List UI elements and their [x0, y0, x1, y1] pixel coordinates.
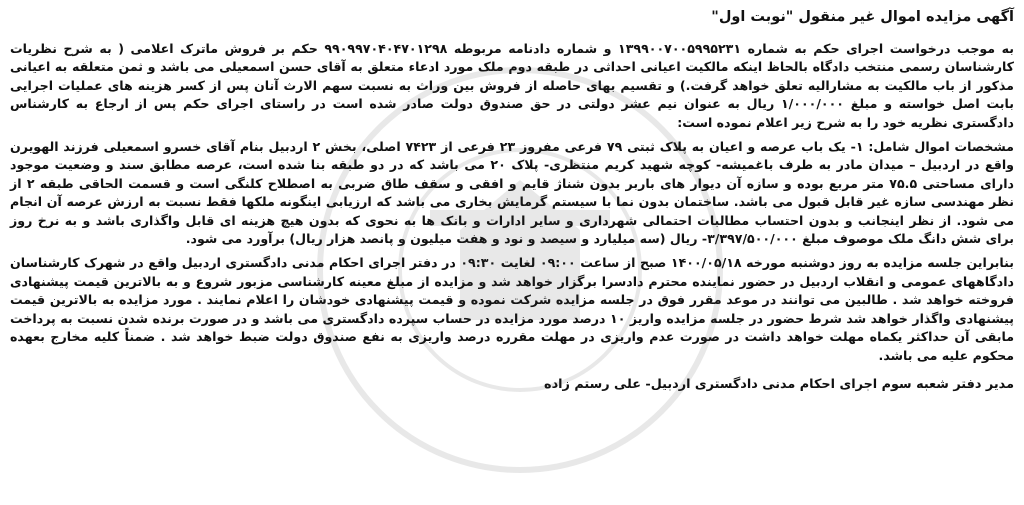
notice-paragraph-intro: به موجب درخواست اجرای حکم به شماره ۱۳۹۹۰۰۷۰۰۵۹۹۵۲۳۱ و شماره دادنامه مربوطه ۹۹۰۹۹۷۰۴۰۴۷۰۱۲۹۸ حکم بر فروش ماترک اعلامی ( به شرح نظریات کارشناسان رسمی منتخب دادگاه بالحاظ اینکه مالکیت اعیانی احداثی در طبقه دوم ملک مورد ادعاء متعلق به آقای حسن اسمعیلی می باشد و ثمن متعلقه به اعیانی مذکور از باب مالکیت به مشارالیه تعلق خواهد گرفت.) و تقسیم بهای حاصله از فروش بین وراث به نسبت سهم الارث آنان پس از کسر هزینه های عملیات اجرایی بابت اصل خواسته و مبلغ ۱/۰۰۰/۰۰۰ ریال به عنوان نیم عشر دولتی در حق صندوق دولت صادر شده است در راستای اجرای حکم پس از ارجاع به کارشناس دادگستری نظریه خود را به شرح زیر اعلام نموده است:	[10, 41, 1014, 130]
notice-paragraph-property-details: مشخصات اموال شامل: ۱- یک باب عرصه و اعیان به پلاک ثبتی ۷۹ فرعی مفروز ۲۳ فرعی از ۷۴۲۳ اصلی، بخش ۲ اردبیل بنام آقای خسرو اسمعیلی فرزند الهویرن واقع در اردبیل – میدان مادر به طرف باغمیشه- کوچه شهید کریم منتظری- پلاک ۲۰ می باشد که در دو طبقه بنا شده است، عرصه مطابق سند و وضعیت موجود دارای مساحتی ۷۵.۵ متر مربع بوده و سازه آن دیوار های باربر بدون شناژ قایم و افقی و سقف طاق ضربی به اصطلاح کلنگی است و قسمت الحاقی طبقه ۲ از نظر مهندسی سازه غیر قابل قبول می باشد. ساختمان بدون نما با سیستم گرمایش بخاری می باشد که ارزیابی اینگونه ملکها فقط نسبت به ارزش عرصه آن انجام می شود. از نظر اینجانب و بدون احتساب مطالبات احتمالی شهرداری و سایر ادارات و بانک ها به نحوی که بدون هیچ هزینه ای قابل واگذاری باشد و به نرخ روز برای شش دانگ ملک موصوف مبلغ ۳/۳۹۷/۵۰۰/۰۰۰- ریال (سه میلیارد و سیصد و نود و هفت میلیون و پانصد هزار ریال) برآورد می شود.	[10, 139, 1014, 247]
notice-signature: مدیر دفتر شعبه سوم اجرای احکام مدنی دادگستری اردبیل- علی رستم زاده	[544, 376, 1014, 392]
notice-title: آگهی مزایده اموال غیر منقول "نوبت اول"	[711, 9, 1014, 25]
notice-paragraph-auction-terms: بنابراین جلسه مزایده به روز دوشنبه مورخه ۱۴۰۰/۰۵/۱۸ صبح از ساعت ۰۹:۰۰ لغایت ۰۹:۳۰ در دفتر اجرای احکام مدنی دادگستری اردبیل واقع در شهرک کارشناسان دادگاههای عمومی و انقلاب اردبیل در حضور نماینده محترم دادسرا برگزار خواهد شد و مزایده از مبلغ معینه کارشناسی مزبور شروع و به بالاترین قیمت پیشنهادی فروخته خواهد شد . طالبین می توانند در موعد مقرر فوق در جلسه مزایده شرکت نموده و قیمت پیشنهادی خودشان را اعلام نمایند . مورد مزایده به بالاترین قیمت پیشنهادی واگذار خواهد شد شرط حضور در جلسه مزایده واریز ۱۰ درصد مورد مزایده در حساب سپرده دادگستری می باشد و در صورت برنده شدن نسبت به پرداخت مابقی آن حداکثر یکماه مهلت خواهد داشت در صورت عدم واریزی در مهلت مقرره درصد واریزی به نفع صندوق دولت ضبط خواهد شد . ضمناً کلیه مخارج بعهده محکوم علیه می باشد.	[10, 255, 1015, 363]
